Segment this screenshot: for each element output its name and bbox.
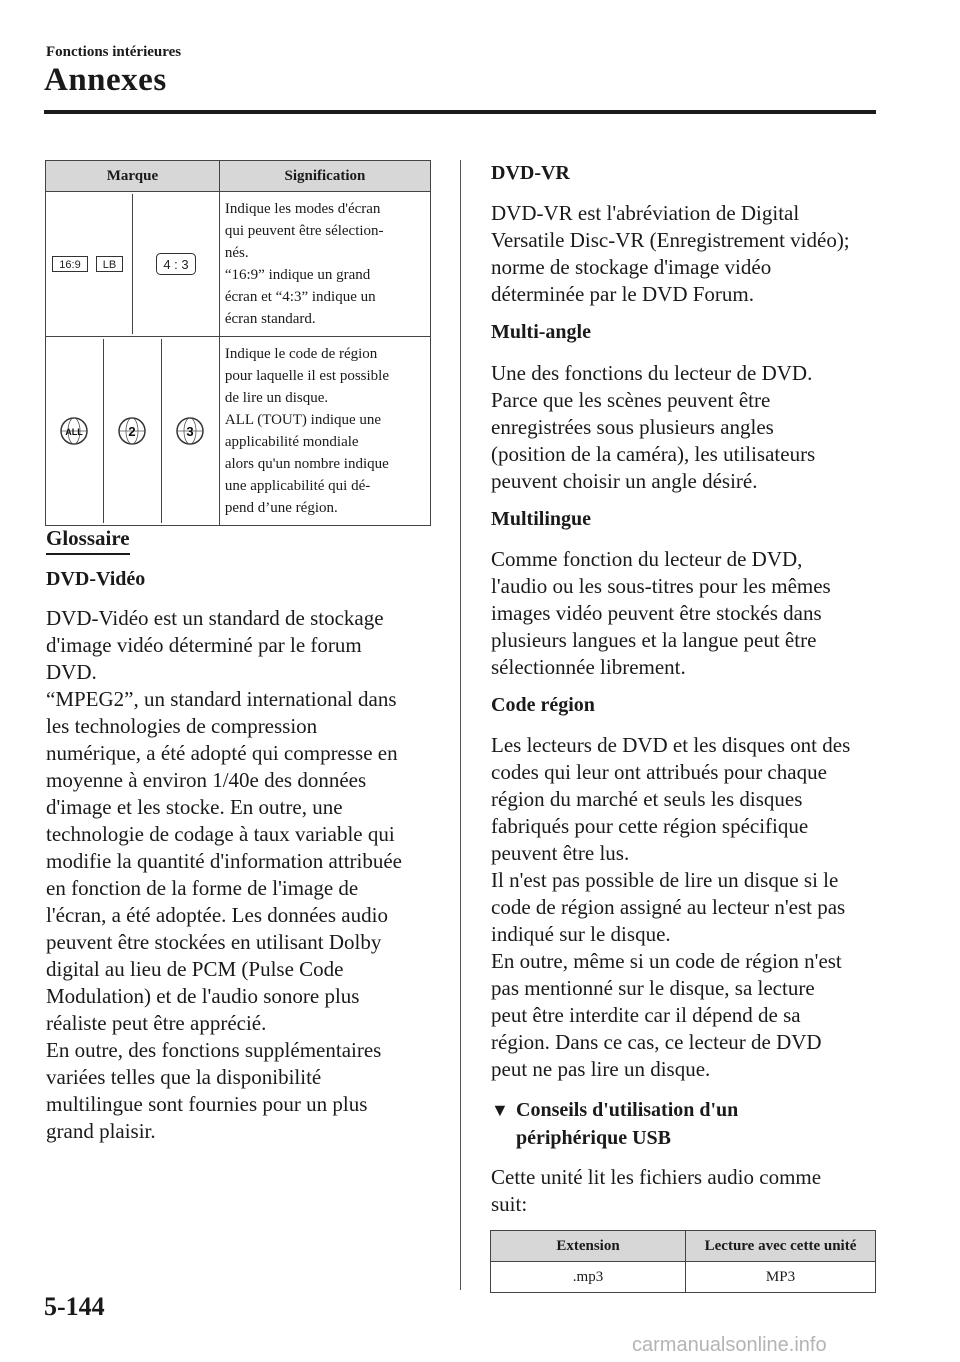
glossaire-heading: Glossaire: [46, 526, 130, 555]
page-title: Annexes: [44, 62, 167, 98]
multilingue-heading: Multilingue: [491, 508, 592, 530]
globe-region-2-icon: [104, 339, 162, 523]
table-row: [46, 192, 431, 337]
aspect-wide-icon: [46, 194, 133, 334]
usb-heading-line-1: Conseils d'utilisation d'un: [516, 1099, 739, 1121]
dvd-vr-heading: DVD-VR: [491, 162, 570, 184]
header-cell-mark: Marque: [46, 161, 220, 192]
globe-region-3-icon: [162, 339, 219, 523]
description-cell: [219, 337, 430, 526]
header-cell-playback: Lecture avec cette unité: [686, 1231, 876, 1262]
screen-mode-description: Indique les modes d'écran qui peuvent être sélection- nés. “16:9” indique un grand écran et “4:3” indique un écran standard.: [224, 201, 384, 327]
header-cell-meaning: Signification: [219, 161, 430, 192]
dvd-video-text: DVD-Vidéo est un standard de stockage d'image vidéo déterminé par le forum DVD. “MPEG2”, un standard international dans les technologies de compression numérique, a été adopté qui compresse en moyenne à environ 1/40e des données d'image et les stocke. En outre, une technologie de codage à taux variable qui modifie la quantité d'information attribuée en fonction de la forme de l'image de l'écran, a été adoptée. Les données audio peuvent être stockées en utilisant Dolby digital au lieu de PCM (Pulse Code Modulation) et de l'audio sonore plus réaliste peut être apprécié. En outre, des fonctions supplémentaires variées telles que la disponibilité multilingue sont fournies pour un plus grand plaisir.: [46, 606, 403, 1143]
cell-extension: .mp3: [491, 1262, 686, 1293]
multi-angle-text: Une des fonctions du lecteur de DVD. Parce que les scènes peuvent être enregistrées sous plusieurs angles (position de la caméra), les utilisateurs peuvent choisir un angle désiré.: [491, 361, 816, 493]
marks-table: [45, 160, 431, 526]
triangle-down-icon: ▼: [491, 1100, 509, 1120]
region-label-all: ALL: [65, 427, 84, 437]
page-number: 5-144: [44, 1292, 105, 1321]
cell-playback: MP3: [686, 1262, 876, 1293]
table-row: [491, 1262, 876, 1293]
header-rule: [44, 110, 876, 114]
usb-heading-line-2: périphérique USB: [516, 1127, 672, 1149]
icon-label-169: 16:9: [59, 259, 81, 271]
watermark: carmanualsonline.info: [632, 1334, 827, 1356]
code-region-text: Les lecteurs de DVD et les disques ont des codes qui leur ont attribués pour chaque région du marché et seuls les disques fabriqués pour cette région spécifique peuvent être lus. Il n'est pas possible de lire un disque si le code de région assigné au lecteur n'est pas indiqué sur le disque. En outre, même si un code de région n'est pas mentionné sur le disque, sa lecture peut être interdite car il dépend de sa région. Dans ce cas, ce lecteur de DVD peut ne pas lire un disque.: [491, 733, 851, 1081]
region-code-description: Indique le code de région pour laquelle il est possible de lire un disque. ALL (TOUT) indique une applicabilité mondiale alors qu'un nombre indique une applicabilité qui dé- pend d’une région.: [224, 346, 389, 516]
header-cell-extension: Extension: [491, 1231, 686, 1262]
multi-angle-heading: Multi-angle: [491, 321, 591, 343]
globe-all-region-icon: [46, 339, 104, 523]
dvd-vr-text: DVD-VR est l'abréviation de Digital Versatile Disc-VR (Enregistrement vidéo); norme de stockage d'image vidéo déterminée par le DVD Forum.: [491, 201, 850, 306]
icon-label-43: 4 : 3: [163, 257, 189, 272]
icon-cell: [46, 192, 220, 337]
description-cell: [219, 192, 430, 337]
region-label-3: 3: [186, 424, 194, 439]
multilingue-text: Comme fonction du lecteur de DVD, l'audio ou les sous-titres pour les mêmes images vidéo peuvent être stockés dans plusieurs langues et la langue peut être sélectionnée librement.: [491, 547, 831, 679]
marks-table-header: [46, 161, 431, 192]
usb-heading: [491, 1096, 738, 1152]
aspect-standard-icon: [133, 194, 219, 334]
column-divider: [460, 160, 461, 1290]
extension-table-header: [491, 1231, 876, 1262]
dvd-video-heading: DVD-Vidéo: [46, 568, 146, 590]
icon-cell: [46, 337, 220, 526]
table-row: [46, 337, 431, 526]
extension-table: [490, 1230, 876, 1293]
section-label: Fonctions intérieures: [46, 44, 182, 60]
usb-intro-text: Cette unité lit les fichiers audio comme suit:: [491, 1165, 822, 1216]
region-label-2: 2: [128, 424, 137, 439]
code-region-heading: Code région: [491, 694, 595, 716]
icon-label-lb: LB: [102, 259, 117, 271]
